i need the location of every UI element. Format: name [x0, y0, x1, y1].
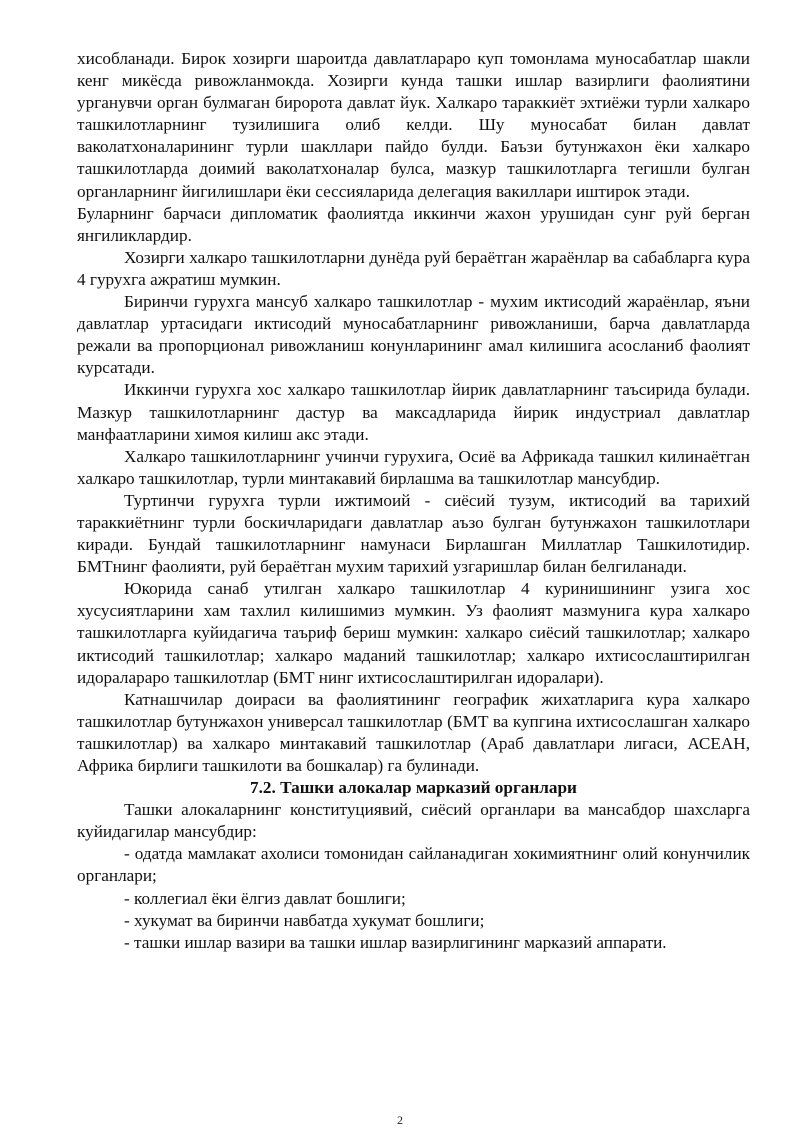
paragraph-group-three: Халкаро ташкилотларнинг учинчи гурухига, Осиё ва Африкада ташкил килинаётган халкаро ташкилотлар, турли минтакавий бирлашма ва ташкилотлар мансубдир. — [77, 446, 750, 488]
list-item: - коллегиал ёки ёлгиз давлат бошлиги; — [124, 888, 406, 908]
paragraph-four-groups: Хозирги халкаро ташкилотларни дунёда руй бераётган жараёнлар ва сабабларга кура 4 гурухга ажратиш мумкин. — [77, 247, 750, 289]
section-heading: 7.2. Ташки алокалар марказий органлари — [250, 778, 577, 798]
paragraph-geography: Катнашчилар доираси ва фаолиятининг географик жихатларига кура халкаро ташкилотлар бутунжахон универсал ташкилотлар (БМТ ва купгина ихтисослашган халкаро ташкилотлар) ва халкаро минтакавий ташкилотлар (Араб давлатлари лигаси, АСЕАН, Африка бирлиги ташкилоти ва бошкалар) га булинади. — [77, 689, 750, 775]
list-item: - хукумат ва биринчи навбатда хукумат бошлиги; — [124, 910, 485, 930]
list-item: - одатда мамлакат ахолиси томонидан сайланадиган хокимиятнинг олий конунчилик органлари; — [77, 844, 750, 886]
paragraph-continuation: хисобланади. Бирок хозирги шароитда давлатлараро куп томонлама муносабатлар шакли кенг микёсда ривожланмокда. Хозирги кунда ташки ишлар вазирлиги фаолиятини урганувчи орган булмаган биророта давлат йук. Халкаро тараккиёт эхтиёжи турли халкаро ташкилотларнинг тузилишига олиб келди. Шу муносабат билан давлат ваколатхоналарининг турли шакллари пайдо булди. Баъзи бутунжахон ёки халкаро ташкилотларда доимий ваколатхоналар булса, мазкур ташкилотларга тегишли булган органларнинг йигилишлари ёки сессияларида делегация вакиллари иштирок этади. — [77, 49, 750, 201]
page-number: 2 — [397, 1113, 403, 1127]
list-item: - ташки ишлар вазири ва ташки ишлар вазирлигининг марказий аппарати. — [124, 932, 667, 952]
document-page — [77, 48, 750, 954]
paragraph-classification: Юкорида санаб утилган халкаро ташкилотлар 4 куринишининг узига хос хусусиятларини хам тахлил килишимиз мумкин. Уз фаолият мазмунига кура халкаро ташкилотларга куйидагича таъриф бериш мумкин: халкаро сиёсий ташкилотлар; халкаро иктисодий ташкилотлар; халкаро маданий ташкилотлар; халкаро ихтисослаштирилган идоралараро ташкилотлар (БМТ нинг ихтисослаштирилган идоралари). — [77, 579, 750, 687]
paragraph-group-one: Биринчи гурухга мансуб халкаро ташкилотлар - мухим иктисодий жараёнлар, яъни давлатлар уртасидаги иктисодий муносабатларнинг ривожланиши, барча давлатларда режали ва пропорционал ривожланиш конунларининг амал килишига асосланиб фаолият курсатади. — [77, 292, 750, 378]
paragraph-group-two: Иккинчи гурухга хос халкаро ташкилотлар йирик давлатларнинг таъсирида булади. Мазкур ташкилотларнинг дастур ва максадларида йирик индустриал давлатлар манфаатларини химоя килиш акс этади. — [77, 380, 750, 444]
paragraph-novelties: Буларнинг барчаси дипломатик фаолиятда иккинчи жахон урушидан сунг руй берган янгиликлардир. — [77, 203, 750, 245]
section-intro: Ташки алокаларнинг конституциявий, сиёсий органлари ва мансабдор шахсларга куйидагилар мансубдир: — [77, 800, 750, 842]
paragraph-group-four: Туртинчи гурухга турли ижтимоий - сиёсий тузум, иктисодий ва тарихий тараккиётнинг турли боскичларидаги давлатлар аъзо булган бутунжахон ташкилотлари киради. Бундай ташкилотларнинг намунаси Бирлашган Миллатлар Ташкилотидир. БМТнинг фаолияти, руй бераётган мухим тарихий узгаришлар билан белгиланади. — [77, 490, 750, 577]
